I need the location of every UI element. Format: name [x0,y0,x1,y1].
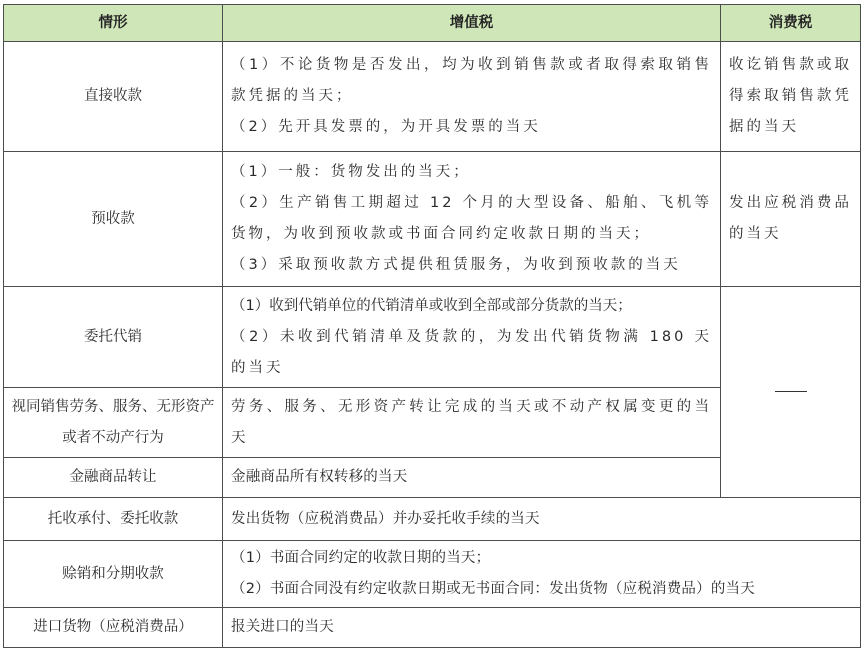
vat-line: （2）未收到代销清单及货款的，为发出代销货物满 180 天的当天 [231,328,712,376]
header-vat: 增值税 [223,5,721,42]
tax-timing-table [3,4,861,648]
consumption-cell-merged [721,287,861,498]
vat-cell [223,152,721,287]
header-situation: 情形 [4,5,223,42]
vat-line: （2）生产销售工期超过 12 个月的大型设备、船舶、飞机等货物，为收到预收款或书面合同约定收款日期的当天； [231,195,712,242]
dash-mark [775,391,807,392]
vat-cell: 劳务、服务、无形资产转让完成的当天或不动产权属变更的当天 [223,388,721,458]
table-row [4,541,861,608]
vat-line: （2）先开具发票的，为开具发票的当天 [231,119,541,135]
consumption-cell: 发出应税消费品的当天 [721,152,861,287]
consumption-cell: 收讫销售款或取得索取销售款凭据的当天 [721,42,861,152]
table-row [4,152,861,287]
situation-cell: 预收款 [4,152,223,287]
vat-line: （3）采取预收款方式提供租赁服务，为收到预收款的当天 [231,257,681,273]
combined-line: （1）书面合同约定的收款日期的当天； [231,550,491,566]
vat-line: （1）不论货物是否发出，均为收到销售款或者取得索取销售款凭据的当天； [231,57,712,104]
combined-cell: 发出货物（应税消费品）并办妥托收手续的当天 [223,498,861,541]
header-row [4,5,861,42]
vat-line: （1）一般：货物发出的当天； [231,164,471,180]
table-row [4,608,861,648]
situation-cell: 金融商品转让 [4,458,223,498]
table-row [4,287,861,388]
combined-cell: 报关进口的当天 [223,608,861,648]
table-row [4,42,861,152]
situation-cell: 赊销和分期收款 [4,541,223,608]
situation-cell: 委托代销 [4,287,223,388]
header-consumption-tax: 消费税 [721,5,861,42]
situation-cell: 托收承付、委托收款 [4,498,223,541]
situation-cell: 视同销售劳务、服务、无形资产或者不动产行为 [4,388,223,458]
vat-cell [223,42,721,152]
vat-cell: 金融商品所有权转移的当天 [223,458,721,498]
situation-cell: 进口货物（应税消费品） [4,608,223,648]
situation-cell: 直接收款 [4,42,223,152]
combined-cell [223,541,861,608]
combined-line: （2）书面合同没有约定收款日期或无书面合同：发出货物（应税消费品）的当天 [231,581,755,597]
vat-line: （1）收到代销单位的代销清单或收到全部或部分货款的当天； [231,297,632,314]
table-row [4,498,861,541]
vat-cell [223,287,721,388]
